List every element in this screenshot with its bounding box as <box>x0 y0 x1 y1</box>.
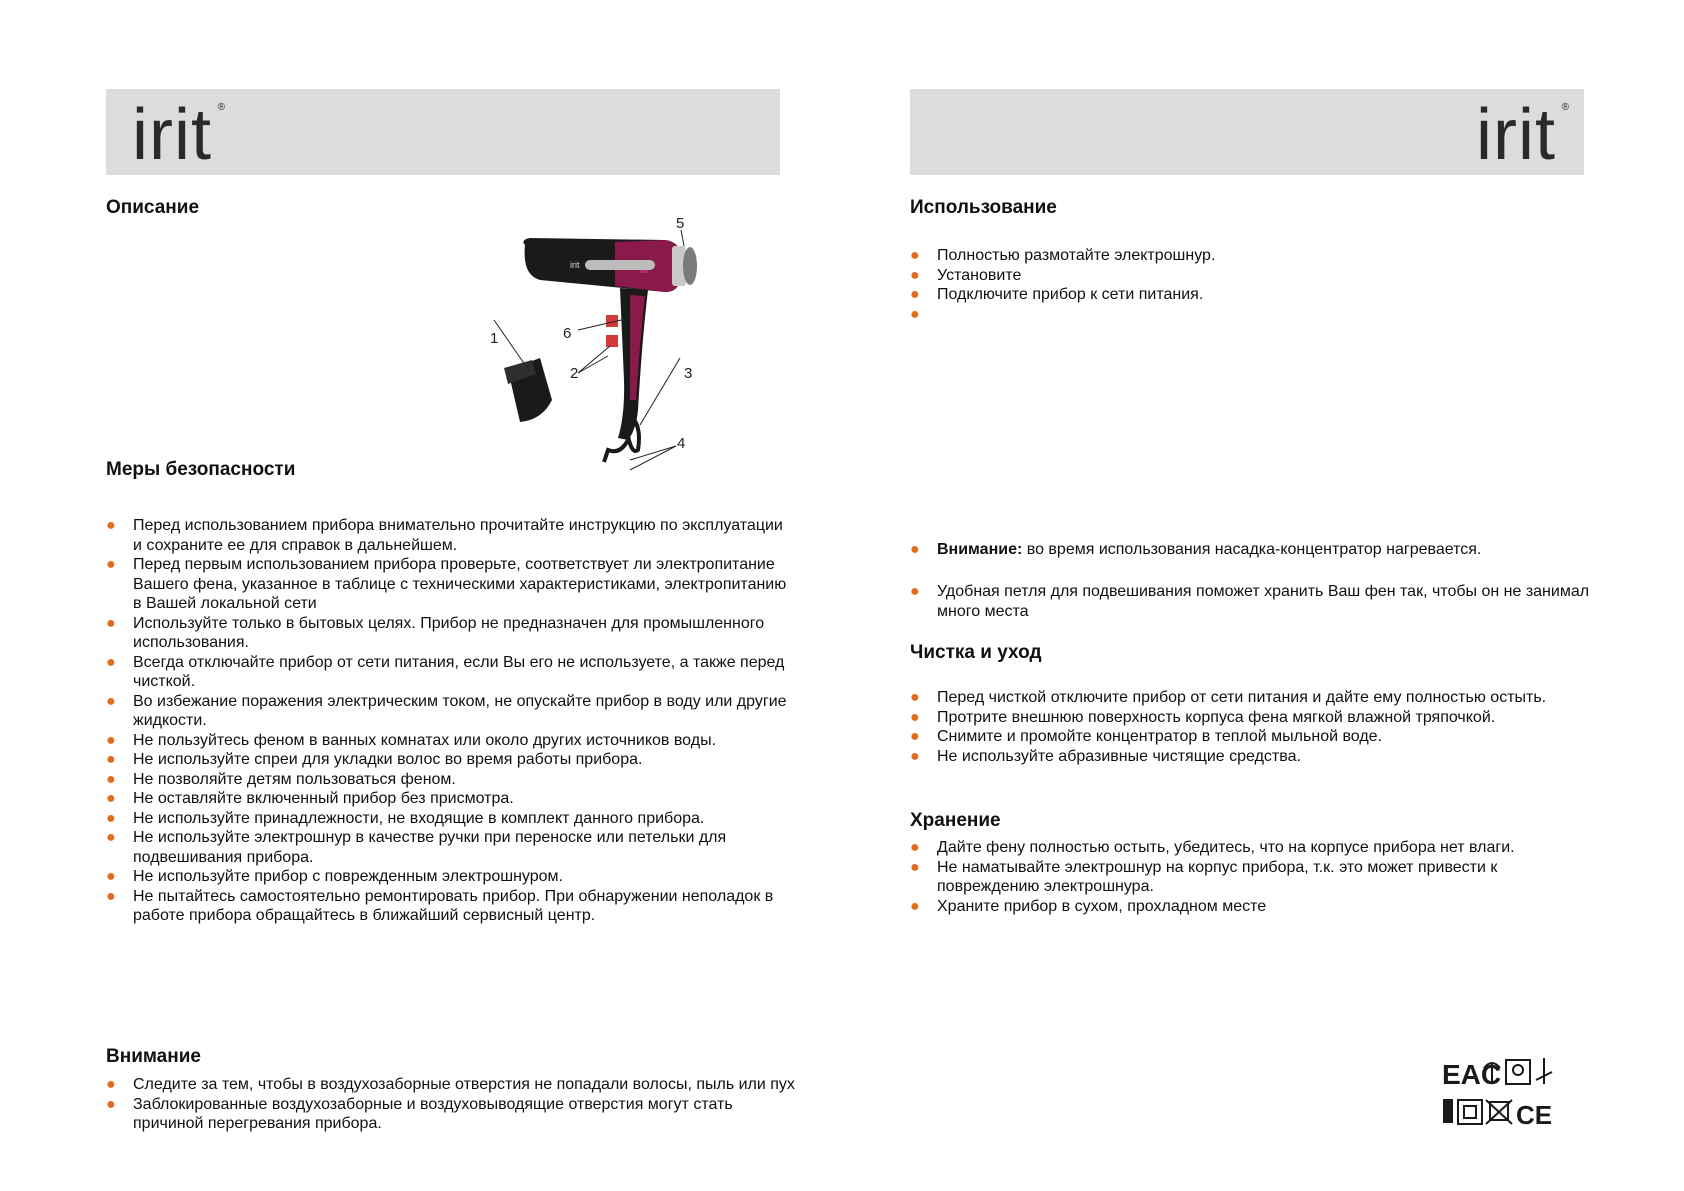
bullet-icon: ● <box>910 747 920 765</box>
list-item <box>106 750 796 770</box>
bullet-icon: ● <box>910 839 920 856</box>
bullet-icon: ● <box>910 266 920 284</box>
list-item-text: Не пользуйтесь феном в ванных комнатах или около других источников воды. <box>133 731 717 749</box>
list-item <box>106 731 796 751</box>
dryer-logo: irit <box>570 260 580 270</box>
class2-icon <box>1458 1100 1482 1124</box>
bullet-icon: ● <box>106 887 116 905</box>
loop-text: Удобная петля для подвешивания поможет хранить Ваш фен так, чтобы он не занимал много места <box>937 583 1590 620</box>
list-item <box>106 653 796 692</box>
list-item-text: Перед чисткой отключите прибор от сети питания и дайте ему полностью остыть. <box>937 689 1547 706</box>
bullet-icon: ● <box>106 692 116 710</box>
bullet-icon: ● <box>910 689 920 706</box>
bullet-icon: ● <box>910 286 920 303</box>
bullet-icon: ● <box>106 868 116 885</box>
loop-note: ● Удобная петля для подвешивания поможет хранить Ваш фен так, чтобы он не занимал много места <box>910 583 1590 620</box>
safety-list <box>106 516 796 926</box>
bullet-icon: ● <box>106 829 116 846</box>
list-item <box>910 897 1590 917</box>
cleaning-title: Чистка и уход <box>910 642 1042 663</box>
attention-title: Внимание <box>106 1046 201 1067</box>
ce-mark: CE <box>1516 1100 1553 1130</box>
dryer-upright-icon <box>1444 1100 1452 1122</box>
list-item-text: Дайте фену полностью остыть, убедитесь, что на корпусе прибора нет влаги. <box>937 839 1515 856</box>
bullet-icon: ● <box>106 731 116 749</box>
weee-bin-icon <box>1486 1100 1512 1124</box>
warning-label: Внимание: <box>937 541 1023 558</box>
list-item-text: Не используйте абразивные чистящие средства. <box>937 747 1301 765</box>
bullet-icon: ● <box>910 708 920 726</box>
list-item <box>910 858 1590 897</box>
list-item <box>910 688 1590 708</box>
bullet-icon: ● <box>910 305 920 323</box>
list-item-text: Подключите прибор к сети питания. <box>937 286 1204 303</box>
header-bar-left <box>106 89 780 175</box>
list-item <box>106 1075 796 1095</box>
list-item <box>910 246 1590 266</box>
callout-5: 5 <box>676 215 685 232</box>
usage-list <box>910 246 1590 323</box>
warning-text: во время использования насадка-концентратор нагревается. <box>1022 541 1482 558</box>
fragile-icon <box>1506 1060 1530 1084</box>
callout-6: 6 <box>563 325 572 342</box>
bullet-icon: ● <box>106 751 116 768</box>
list-item-text: Используйте только в бытовых целях. Прибор не предназначен для промышленного использования. <box>133 614 765 651</box>
cleaning-list <box>910 688 1590 766</box>
bullet-icon: ● <box>106 1076 116 1093</box>
list-item <box>910 708 1590 728</box>
storage-title: Хранение <box>910 810 1001 831</box>
safety-title: Меры безопасности <box>106 459 296 480</box>
brand-logo: irit ® <box>1476 95 1570 175</box>
list-item <box>106 887 796 926</box>
list-item-text: Установите <box>937 266 1022 284</box>
list-item <box>910 727 1590 747</box>
list-item-text: Храните прибор в сухом, прохладном месте <box>937 897 1267 915</box>
list-item <box>106 614 796 653</box>
list-item-text: Не наматывайте электрошнур на корпус прибора, т.к. это может привести к повреждению электрошнура. <box>937 858 1498 895</box>
usage-title: Использование <box>910 197 1057 218</box>
list-item-text: Во избежание поражения электрическим током, не опускайте прибор в воду или другие жидкости. <box>133 692 787 729</box>
list-item <box>106 809 796 829</box>
storage-list <box>910 838 1590 916</box>
list-item-text: Перед использованием прибора внимательно прочитайте инструкцию по эксплуатации и сохраните ее для справок в дальнейшем. <box>133 517 783 554</box>
bullet-icon: ● <box>106 653 116 671</box>
brand-logo: irit ® <box>132 95 226 175</box>
bullet-icon: ● <box>106 790 116 807</box>
bullet-icon: ● <box>106 517 116 534</box>
bullet-icon: ● <box>106 1095 116 1113</box>
list-item-text: Снимите и промойте концентратор в теплой мыльной воде. <box>937 728 1383 745</box>
list-item-text: Не позволяйте детям пользоваться феном. <box>133 770 456 788</box>
bullet-icon: ● <box>106 556 116 573</box>
list-item-text: Перед первым использованием прибора проверьте, соответствует ли электропитание Вашего фена, указанное в таблице с техническими характеристиками, электропитанию в Вашей локальной сети <box>133 556 787 612</box>
bullet-icon: ● <box>910 897 920 915</box>
callout-4: 4 <box>677 435 686 452</box>
list-item-text: Не используйте прибор с поврежденным электрошнуром. <box>133 868 563 885</box>
list-item-text: Не используйте принадлежности, не входящие в комплект данного прибора. <box>133 809 705 827</box>
header-bar-right <box>910 89 1584 175</box>
bottom-icons <box>1444 1100 1512 1124</box>
bullet-icon: ● <box>910 728 920 745</box>
warning-note: ● Внимание: во время использования насадка-концентратор нагревается. <box>910 541 1482 558</box>
bullet-icon: ● <box>910 858 920 876</box>
list-item-text: Не используйте электрошнур в качестве ручки при переноске или петельки для подвешивания прибора. <box>133 829 727 866</box>
list-item-text: Заблокированные воздухозаборные и воздуховыводящие отверстия могут стать причиной перегревания прибора. <box>133 1095 733 1132</box>
eac-mark: EAC <box>1442 1059 1502 1090</box>
bullet-icon: ● <box>106 770 116 788</box>
stack-icon <box>1536 1058 1552 1084</box>
list-item <box>106 1095 796 1134</box>
list-item <box>106 867 796 887</box>
callout-3: 3 <box>684 365 693 382</box>
list-item-text: Не используйте спреи для укладки волос во время работы прибора. <box>133 751 643 768</box>
bullet-icon: ● <box>106 614 116 632</box>
list-item-text: Полностью размотайте электрошнур. <box>937 247 1216 264</box>
list-item <box>106 555 796 614</box>
list-item-text: Следите за тем, чтобы в воздухозаборные отверстия не попадали волосы, пыль или пух <box>133 1076 795 1093</box>
list-item <box>910 838 1590 858</box>
list-item <box>106 516 796 555</box>
list-item <box>106 770 796 790</box>
list-item <box>910 747 1590 767</box>
list-item-text: Протрите внешнюю поверхность корпуса фена мягкой влажной тряпочкой. <box>937 708 1496 726</box>
list-item <box>106 828 796 867</box>
list-item <box>910 266 1590 286</box>
description-title: Описание <box>106 197 200 218</box>
callout-1: 1 <box>490 330 499 347</box>
attention-list <box>106 1075 796 1134</box>
certification-marks <box>1440 1054 1570 1134</box>
hair-dryer-illustration <box>480 200 770 490</box>
callout-2: 2 <box>570 365 579 382</box>
bullet-icon: ● <box>106 809 116 827</box>
list-item-text: Всегда отключайте прибор от сети питания, если Вы его не используете, а также перед чисткой. <box>133 653 785 690</box>
list-item-text: Не пытайтесь самостоятельно ремонтировать прибор. При обнаружении неполадок в работе прибора обращайтесь в ближайший сервисный центр. <box>133 887 774 924</box>
list-item <box>106 692 796 731</box>
dryer-switch-2 <box>606 335 618 347</box>
bullet-icon: ● <box>910 247 920 264</box>
dryer-stripe <box>585 260 655 270</box>
list-item-text: Не оставляйте включенный прибор без присмотра. <box>133 790 514 807</box>
list-item <box>106 789 796 809</box>
list-item <box>910 285 1590 305</box>
